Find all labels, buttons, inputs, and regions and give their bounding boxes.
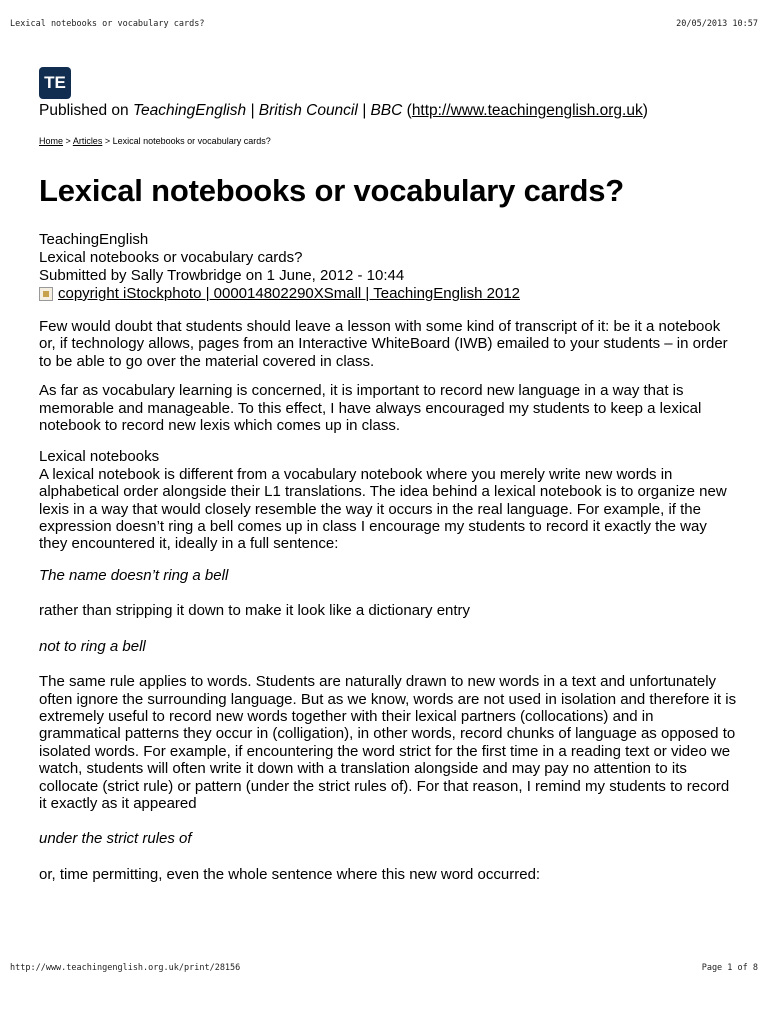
breadcrumb-separator: >: [104, 136, 111, 146]
paragraph: or, time permitting, even the whole sentence where this new word occurred:: [39, 865, 541, 883]
published-open-paren: (: [406, 102, 412, 119]
article-meta: [39, 231, 739, 303]
breadcrumb: [39, 136, 739, 146]
logo-text: TE: [44, 73, 66, 92]
print-header-datetime: 20/05/2013 10:57: [676, 19, 758, 29]
breadcrumb-articles-link[interactable]: Articles: [72, 136, 103, 146]
meta-site: TeachingEnglish: [39, 231, 149, 248]
published-close-paren: ): [642, 102, 648, 119]
paragraph: As far as vocabulary learning is concerned, it is important to record new language in a way that is memorable and manageable. To this effect, I have always encouraged my students to keep a lexical notebook to record new lexis which comes up in class.: [39, 382, 702, 435]
paragraph: The same rule applies to words. Students are naturally drawn to new words in a text and unfortunately often ignore the surrounding language. But as we know, words are not used in isolation and therefore it is extremely useful to record new words together with their lexical partners (collocations) and in grammatical patterns they occur in (colligation), in other words, record chunks of language as opposed to isolated words. For example, if encountering the word strict for the first time in a reading text or video we watch, students will often write it down with a translation alongside and may pay no attention to its collocate (strict rule) or pattern (under the strict rules of). For that reason, I remind my students to record it exactly as it appeared: [39, 673, 737, 812]
breadcrumb-current: Lexical notebooks or vocabulary cards?: [112, 136, 271, 146]
example-phrase: The name doesn’t ring a bell: [39, 566, 229, 584]
print-footer-page: Page 1 of 8: [701, 963, 758, 973]
published-prefix: Published on: [39, 102, 129, 119]
paragraph: A lexical notebook is different from a vocabulary notebook where you merely write new words in alphabetical order alongside their L1 translations. The idea behind a lexical notebook is to organize new lexis in a way that would closely resemble the way it occurs in the real language. For example, if the expression doesn’t ring a bell comes up in class I encourage my students to record it exactly the way they encountered it, ideally in a full sentence:: [39, 465, 727, 553]
section-heading: Lexical notebooks: [39, 448, 160, 466]
print-footer-url: http://www.teachingenglish.org.uk/print/28156: [10, 963, 241, 973]
page-title: Lexical notebooks or vocabulary cards?: [39, 173, 625, 208]
teachingenglish-logo: [39, 67, 71, 99]
paragraph: Few would doubt that students should leave a lesson with some kind of transcript of it: be it a notebook or, if technology allows, pages from an Interactive WhiteBoard (IWB) emailed to your students – in order to be able to go over the material covered in class.: [39, 318, 728, 370]
meta-subtitle: Lexical notebooks or vocabulary cards?: [39, 249, 303, 266]
example-phrase: not to ring a bell: [39, 637, 146, 655]
image-credit-line: [39, 285, 739, 303]
print-header-title: Lexical notebooks or vocabulary cards?: [10, 19, 205, 29]
print-footer: [10, 963, 758, 973]
published-url-link[interactable]: http://www.teachingenglish.org.uk: [411, 102, 643, 119]
breadcrumb-separator: >: [65, 136, 71, 146]
article-content: [39, 67, 739, 883]
example-phrase: under the strict rules of: [39, 830, 192, 848]
meta-submitted: Submitted by Sally Trowbridge on 1 June, 2012 - 10:44: [39, 267, 405, 284]
published-line: [39, 102, 739, 120]
published-source: TeachingEnglish | British Council | BBC: [132, 102, 403, 119]
broken-image-icon: [39, 287, 53, 301]
print-header: [10, 19, 758, 29]
image-credit-link[interactable]: copyright iStockphoto | 000014802290XSmall | TeachingEnglish 2012: [58, 285, 521, 302]
paragraph: rather than stripping it down to make it look like a dictionary entry: [39, 602, 471, 620]
breadcrumb-home-link[interactable]: Home: [39, 136, 64, 146]
